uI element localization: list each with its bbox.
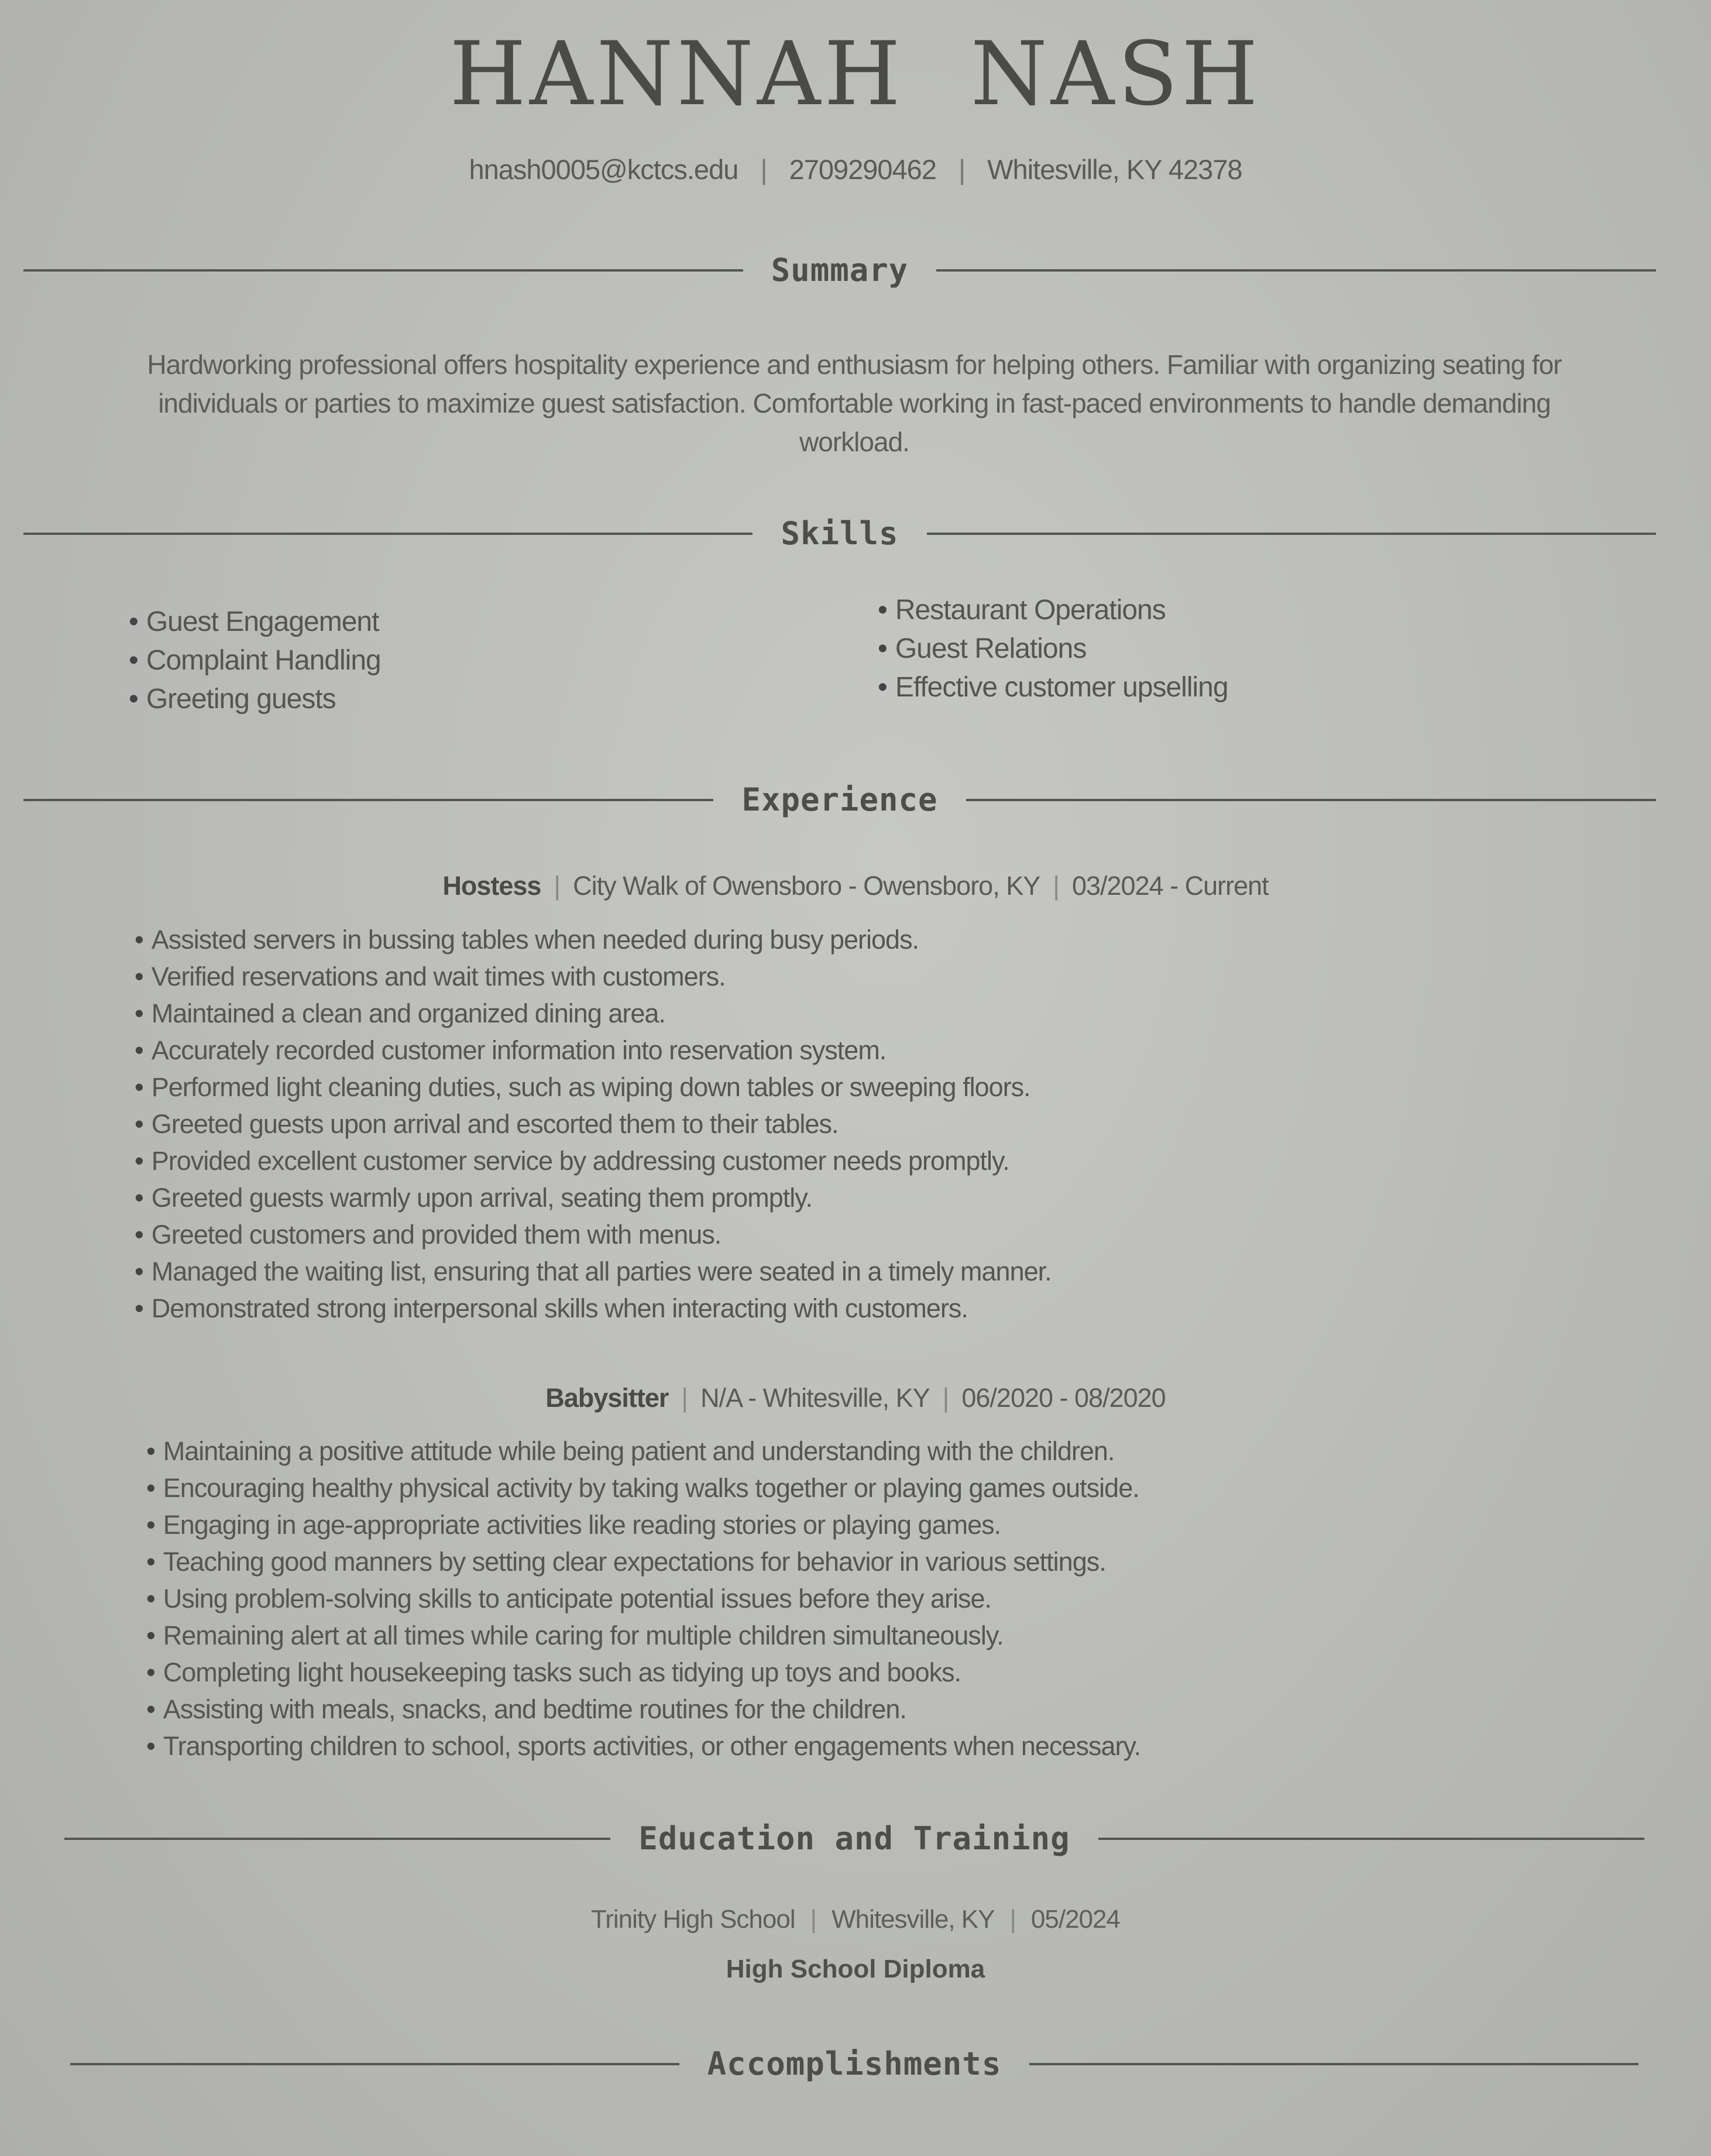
- list-item: • Verified reservations and wait times with customers.: [135, 958, 1052, 995]
- divider: [1098, 1838, 1644, 1840]
- skills-right-column: [878, 591, 1228, 707]
- separator: |: [942, 1383, 949, 1413]
- job-place: N/A - Whitesville, KY: [700, 1383, 930, 1413]
- list-item: • Performed light cleaning duties, such as wiping down tables or sweeping floors.: [135, 1069, 1052, 1106]
- skill-item: • Guest Engagement: [129, 603, 381, 641]
- list-item: • Maintaining a positive attitude while being patient and understanding with the children.: [146, 1433, 1140, 1470]
- separator: |: [554, 871, 561, 901]
- list-item: • Greeted customers and provided them with menus.: [135, 1216, 1052, 1253]
- divider: [70, 2063, 679, 2065]
- list-item: • Remaining alert at all times while caring for multiple children simultaneously.: [146, 1617, 1140, 1654]
- divider: [64, 1838, 610, 1840]
- list-item: • Maintained a clean and organized dining area.: [135, 995, 1052, 1032]
- school-name: Trinity High School: [591, 1905, 795, 1934]
- section-header-summary: [23, 252, 1656, 289]
- divider: [927, 533, 1656, 535]
- list-item: • Greeted guests upon arrival and escorted them to their tables.: [135, 1106, 1052, 1142]
- list-item: • Provided excellent customer service by addressing customer needs promptly.: [135, 1142, 1052, 1179]
- skill-item: • Effective customer upselling: [878, 668, 1228, 707]
- candidate-name: HANNAH NASH: [449, 23, 1262, 125]
- job-bullets: [135, 921, 1052, 1327]
- divider: [1029, 2063, 1638, 2065]
- job-header: [0, 1383, 1711, 1413]
- list-item: • Assisting with meals, snacks, and bedtime routines for the children.: [146, 1691, 1140, 1728]
- separator: |: [958, 154, 966, 185]
- job-dates: 03/2024 - Current: [1071, 871, 1269, 901]
- job-place: City Walk of Owensboro - Owensboro, KY: [573, 871, 1040, 901]
- divider: [966, 799, 1656, 801]
- education-line: [0, 1905, 1711, 1934]
- skill-item: • Complaint Handling: [129, 641, 381, 680]
- graduation-date: 05/2024: [1030, 1905, 1120, 1934]
- divider: [23, 533, 753, 535]
- divider: [23, 799, 713, 801]
- list-item: • Teaching good manners by setting clear expectations for behavior in various settings.: [146, 1543, 1140, 1580]
- section-title: Experience: [741, 781, 938, 818]
- skill-item: • Guest Relations: [878, 630, 1228, 668]
- divider: [23, 269, 743, 272]
- section-title: Education and Training: [638, 1820, 1070, 1857]
- list-item: • Accurately recorded customer information into reservation system.: [135, 1032, 1052, 1069]
- section-title: Summary: [771, 252, 909, 289]
- section-header-skills: [23, 515, 1656, 552]
- contact-line: [0, 153, 1711, 186]
- degree: High School Diploma: [726, 1955, 985, 1983]
- location: Whitesville, KY 42378: [987, 154, 1242, 185]
- job-bullets: [146, 1433, 1140, 1764]
- list-item: • Using problem-solving skills to anticipate potential issues before they arise.: [146, 1580, 1140, 1617]
- list-item: • Demonstrated strong interpersonal skills when interacting with customers.: [135, 1290, 1052, 1327]
- section-header-accomplishments: [70, 2045, 1638, 2082]
- job-role: Babysitter: [545, 1383, 669, 1413]
- list-item: • Engaging in age-appropriate activities like reading stories or playing games.: [146, 1506, 1140, 1543]
- section-header-experience: [23, 781, 1656, 818]
- job-dates: 06/2020 - 08/2020: [961, 1383, 1166, 1413]
- divider: [936, 269, 1656, 272]
- skills-left-column: [129, 603, 381, 719]
- list-item: • Greeted guests warmly upon arrival, seating them promptly.: [135, 1179, 1052, 1216]
- skill-item: • Restaurant Operations: [878, 591, 1228, 630]
- section-title: Skills: [781, 515, 899, 552]
- job-role: Hostess: [442, 871, 541, 901]
- list-item: • Encouraging healthy physical activity by taking walks together or playing games outside.: [146, 1470, 1140, 1506]
- list-item: • Transporting children to school, sports activities, or other engagements when necessary.: [146, 1728, 1140, 1764]
- separator: |: [1009, 1905, 1016, 1934]
- email[interactable]: hnash0005@kctcs.edu: [469, 154, 738, 185]
- school-location: Whitesville, KY: [832, 1905, 995, 1934]
- section-header-education: [64, 1820, 1644, 1857]
- list-item: • Assisted servers in bussing tables when needed during busy periods.: [135, 921, 1052, 958]
- separator: |: [810, 1905, 817, 1934]
- list-item: • Completing light housekeeping tasks such as tidying up toys and books.: [146, 1654, 1140, 1691]
- job-header: [0, 871, 1711, 901]
- summary-text: Hardworking professional offers hospitality experience and enthusiasm for helping others. Familiar with organizing seating for individuals or parties to maximize guest satisfaction. Comfortable working in fast-paced environments to handle demanding workload.: [147, 349, 1562, 457]
- phone: 2709290462: [789, 154, 936, 185]
- section-title: Accomplishments: [707, 2045, 1002, 2082]
- skill-item: • Greeting guests: [129, 680, 381, 719]
- separator: |: [1053, 871, 1059, 901]
- separator: |: [760, 154, 767, 185]
- list-item: • Managed the waiting list, ensuring that all parties were seated in a timely manner.: [135, 1253, 1052, 1290]
- separator: |: [681, 1383, 688, 1413]
